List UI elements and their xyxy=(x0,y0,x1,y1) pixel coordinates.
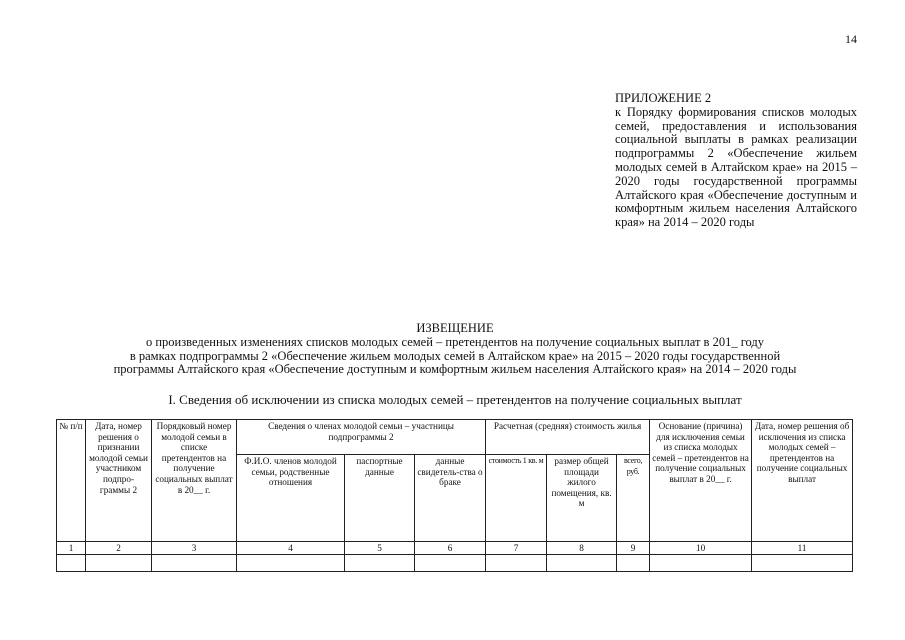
empty-cell xyxy=(152,555,237,572)
header-passport: паспортные данные xyxy=(345,455,415,542)
col-number-cell: 5 xyxy=(345,542,415,555)
empty-cell xyxy=(57,555,86,572)
header-order-number: Порядковый номер молодой семьи в списке претендентов на получение социальных выплат в 20__ г. xyxy=(152,420,237,542)
table-header-row-1 xyxy=(57,420,853,455)
notice-line-3: программы Алтайского края «Обеспечение доступным и комфортным жильем населения Алтайского края» на 2014 – 2020 годы xyxy=(113,362,797,377)
header-living-area: размер общей площади жилого помещения, кв. м xyxy=(547,455,617,542)
exclusion-table xyxy=(56,419,853,572)
header-num: № п/п xyxy=(57,420,86,542)
section-title: I. Сведения об исключении из списка молодых семей – претендентов на получение социальных выплат xyxy=(168,392,742,407)
col-number-cell: 2 xyxy=(86,542,152,555)
empty-cell xyxy=(650,555,752,572)
appendix-block xyxy=(615,92,857,230)
page-number: 14 xyxy=(845,32,857,46)
appendix-text: к Порядку формирования списков молодых семей, предоставления и использования социальной выплаты в рамках реализации подпрограммы 2 «Обеспечение жильем молодых семей в Алтайском крае» на 2015 – 2020 годы государственной программы Алтайского края «Обеспечение доступным и комфортным жильем населения Алтайского края» на 2014 – 2020 годы xyxy=(615,104,857,230)
header-fio: Ф.И.О. членов молодой семьи, родственные отношения xyxy=(237,455,345,542)
empty-cell xyxy=(617,555,650,572)
header-cost-per-sqm: стоимость 1 кв. м xyxy=(486,455,547,542)
empty-cell xyxy=(752,555,853,572)
header-exclusion-decision: Дата, номер решения об исключения из списка молодых семей – претендентов на получение социальных выплат xyxy=(752,420,853,542)
col-number-cell: 3 xyxy=(152,542,237,555)
notice-line-1: о произведенных изменениях списков молодых семей – претендентов на получение социальных выплат в 201_ году xyxy=(145,334,765,349)
empty-cell xyxy=(345,555,415,572)
table-empty-row xyxy=(57,555,853,572)
header-family-members-group: Сведения о членах молодой семьи – участницы подпрограммы 2 xyxy=(237,420,486,455)
header-total-rub: всего, руб. xyxy=(617,455,650,542)
col-number-cell: 1 xyxy=(57,542,86,555)
header-cost-group: Расчетная (средняя) стоимость жилья xyxy=(486,420,650,455)
empty-cell xyxy=(237,555,345,572)
empty-cell xyxy=(486,555,547,572)
empty-cell xyxy=(415,555,486,572)
notice-heading xyxy=(40,322,870,377)
col-number-cell: 11 xyxy=(752,542,853,555)
col-number-cell: 4 xyxy=(237,542,345,555)
header-marriage-certificate: данные свидетель-ства о браке xyxy=(415,455,486,542)
col-number-cell: 10 xyxy=(650,542,752,555)
empty-cell xyxy=(547,555,617,572)
col-number-cell: 7 xyxy=(486,542,547,555)
col-number-cell: 6 xyxy=(415,542,486,555)
header-exclusion-reason: Основание (причина) для исключения семьи из списка молодых семей – претендентов на получение социальных выплат в 20__ г. xyxy=(650,420,752,542)
appendix-title: ПРИЛОЖЕНИЕ 2 xyxy=(615,91,712,105)
notice-line-2: в рамках подпрограммы 2 «Обеспечение жильем молодых семей в Алтайском крае» на 2015 – 2020 годы государственной xyxy=(129,348,781,363)
header-decision-date: Дата, номер решения о признании молодой семьи участником подпро-граммы 2 xyxy=(86,420,152,542)
empty-cell xyxy=(86,555,152,572)
col-number-cell: 8 xyxy=(547,542,617,555)
col-number-cell: 9 xyxy=(617,542,650,555)
notice-title: ИЗВЕЩЕНИЕ xyxy=(416,321,494,335)
table-number-row xyxy=(57,542,853,555)
